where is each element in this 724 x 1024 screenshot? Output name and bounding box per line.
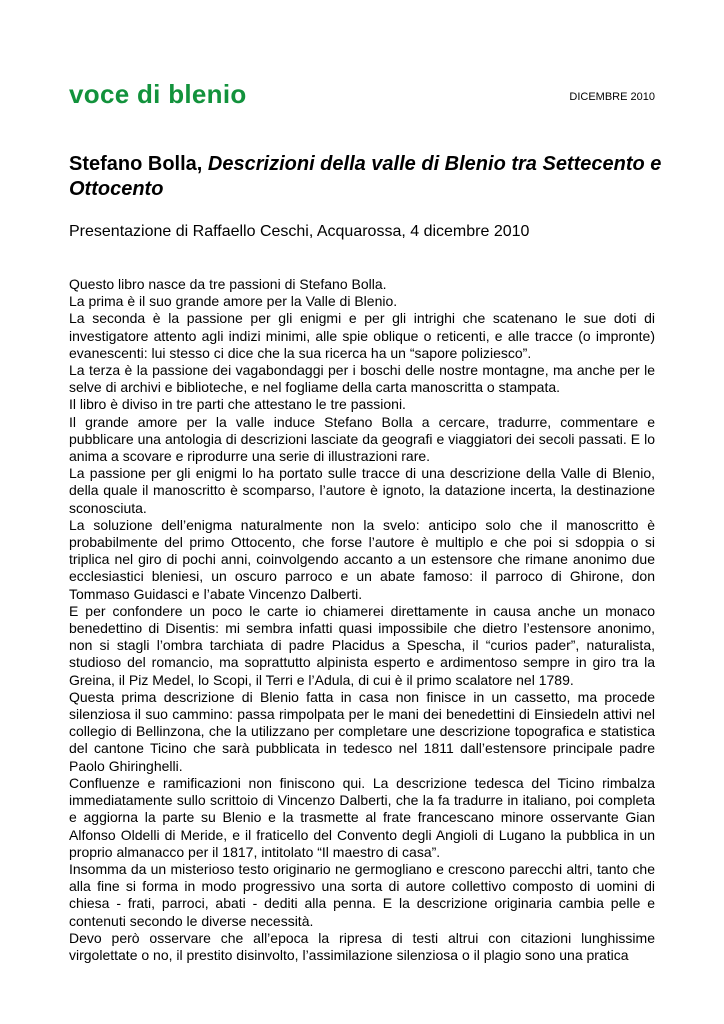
article-title bbox=[69, 152, 669, 202]
paragraph: E per confondere un poco le carte io chiamerei direttamente in causa anche un monaco benedettino di Disentis: mi sembra infatti quasi impossibile che dietro l’estensore anonimo, non si stagli l’ombra tarchiata di padre Placidus a Spescha, il “curios pader”, naturalista, studioso del romancio, ma soprattutto alpinista esperto e ardimentoso sempre in giro tra la Greina, il Piz Medel, lo Scopi, il Terri e l’Adula, di cui è il primo scalatore nel 1789. bbox=[69, 602, 655, 688]
paragraph: La soluzione dell’enigma naturalmente non la svelo: anticipo solo che il manoscritto è probabilmente del primo Ottocento, che forse l’autore è multiplo e che poi si sdoppia o si triplica nel giro di pochi anni, coinvolgendo accanto a un estensore che rimane anonimo due ecclesiastici bleniesi, un oscuro parroco e un abate famoso: il parroco di Ghirone, don Tommaso Guidasci e l’abate Vincenzo Dalberti. bbox=[69, 516, 655, 602]
issue-date: DICEMBRE 2010 bbox=[569, 91, 655, 103]
paragraph: La passione per gli enigmi lo ha portato sulle tracce di una descrizione della Valle di Blenio, della quale il manoscritto è scomparso, l’autore è ignoto, la datazione incerta, la destinazione sconosciuta. bbox=[69, 465, 655, 516]
paragraph: Il libro è diviso in tre parti che attestano le tre passioni. bbox=[69, 396, 406, 413]
paragraph: Insomma da un misterioso testo originario ne germogliano e crescono parecchi altri, tanto che alla fine si forma in modo progressivo una sorta di autore collettivo composto di uomini di chiesa - frati, parroci, abati - dediti alla penna. E la descrizione originaria cambia pelle e contenuti secondo le diverse necessità. bbox=[69, 860, 655, 929]
paragraph: Confluenze e ramificazioni non finiscono qui. La descrizione tedesca del Ticino rimbalza immediatamente sullo scrittoio di Vincenzo Dalberti, che la fa tradurre in italiano, poi completa e aggiorna la parte su Blenio e la trasmette al frate francescano minore osservante Gian Alfonso Oldelli di Meride, e il fraticello del Convento degli Angioli di Lugano la pubblica in un proprio almanacco per il 1817, intitolato “Il maestro di casa”. bbox=[69, 774, 655, 860]
article-body bbox=[69, 276, 655, 964]
paragraph: La terza è la passione dei vagabondaggi per i boschi delle nostre montagne, ma anche per le selve di archivi e biblioteche, e nel fogliame della carta manoscritta o stampata. bbox=[69, 362, 655, 396]
author-name: Stefano Bolla, bbox=[69, 153, 203, 175]
paragraph: La prima è il suo grande amore per la Valle di Blenio. bbox=[69, 293, 398, 310]
paragraph: La seconda è la passione per gli enigmi e per gli intrighi che scatenano le sue doti di investigatore attento agli indizi minimi, alle spie oblique o reticenti, e alle tracce (o impronte) evanescenti: lui stesso ci dice che la sua ricerca ha un “sapore poliziesco”. bbox=[69, 310, 655, 361]
paragraph: Questo libro nasce da tre passioni di Stefano Bolla. bbox=[69, 276, 387, 292]
paragraph: Il grande amore per la valle induce Stefano Bolla a cercare, tradurre, commentare e pubblicare una antologia di descrizioni lasciate da geografi e viaggiatori dei secoli passati. E lo anima a scovare e riprodurre una serie di illustrazioni rare. bbox=[69, 413, 655, 465]
book-title: Descrizioni della valle di Blenio tra Settecento e Ottocento bbox=[69, 153, 662, 200]
article-subtitle: Presentazione di Raffaello Ceschi, Acquarossa, 4 dicembre 2010 bbox=[69, 223, 530, 240]
paragraph: Devo però osservare che all’epoca la ripresa di testi altrui con citazioni lunghissime virgolettate o no, il prestito disinvolto, l’assimilazione silenziosa o il plagio sono una pratica bbox=[69, 929, 655, 963]
masthead-logo: voce di blenio bbox=[69, 79, 247, 109]
paragraph: Questa prima descrizione di Blenio fatta in casa non finisce in un cassetto, ma procede silenziosa il suo cammino: passa rimpolpata per le mani dei benedettini di Einsiedeln attivi nel collegio di Bellinzona, che la utilizzano per completare une descrizione topografica e statistica del cantone Ticino che sarà pubblicata in tedesco nel 1811 dall’estensore principale padre Paolo Ghiringhelli. bbox=[69, 688, 655, 774]
